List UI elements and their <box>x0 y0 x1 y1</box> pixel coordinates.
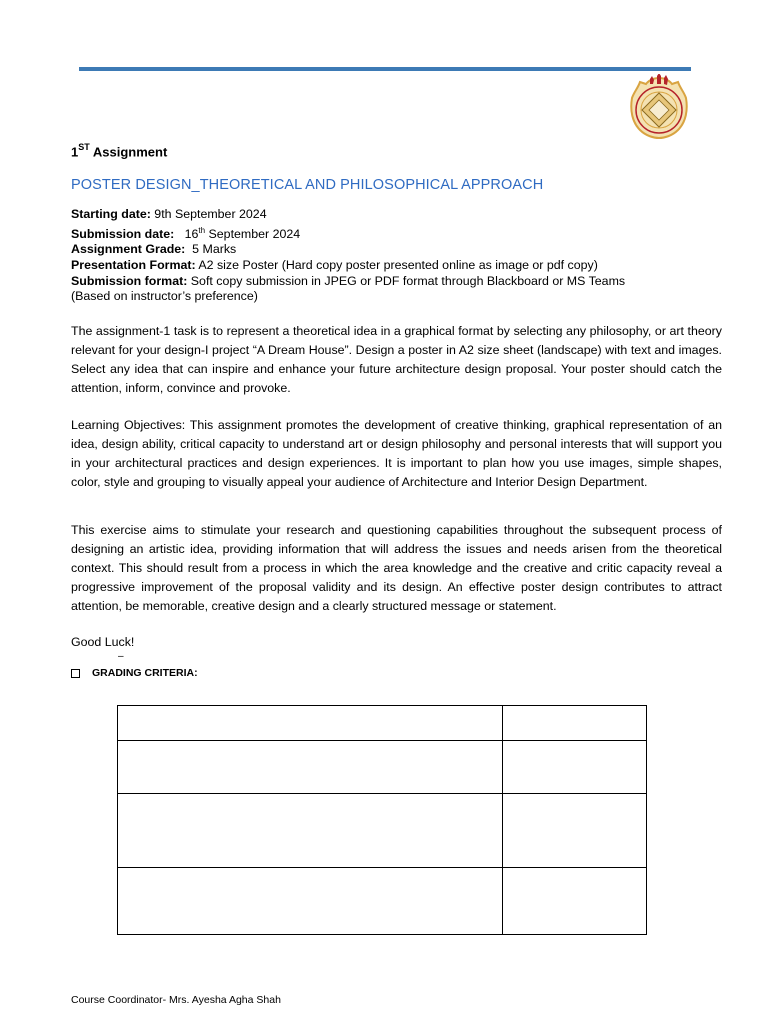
grading-criteria-label: GRADING CRITERIA: <box>92 667 198 679</box>
submission-format-row: Submission format: Soft copy submission in JPEG or PDF format through Blackboard or MS Teams <box>71 273 626 288</box>
grading-criteria-table <box>117 705 647 935</box>
submission-date-row: Submission date: 16th September 2024 <box>71 225 301 241</box>
table-cell <box>118 794 503 868</box>
table-cell <box>118 741 503 794</box>
preference-note: (Based on instructor’s preference) <box>71 289 258 304</box>
assignment-details <box>71 207 625 305</box>
task-paragraph: The assignment-1 task is to represent a theoretical idea in a graphical format by selecting any philosophy, or art theory relevant for your design-I project “A Dream House”. Design a poster in A2 size sheet (landscape) with text and images. Select any idea that can inspire and enhance your future architecture design proposal. Your poster should catch the attention, inform, convince and provoke. <box>71 324 722 395</box>
dash-mark: – <box>118 651 124 662</box>
assignment-grade-row: Assignment Grade: 5 Marks <box>71 242 237 257</box>
checkbox-icon <box>71 669 80 678</box>
learning-objectives-paragraph: Learning Objectives: This assignment promotes the development of creative thinking, graphical representation of an idea, design ability, critical capacity to understand art or design philosophy and personal interests that will support you in your architectural practices and design experiences. It is important to plan how you use images, simple shapes, color, style and grouping to visually appeal your audience of Architecture and Interior Design Department. <box>71 418 722 489</box>
table-row <box>118 794 647 868</box>
table-row <box>118 868 647 935</box>
exercise-aims-paragraph: This exercise aims to stimulate your research and questioning capabilities throughout the subsequent process of designing an artistic idea, providing information that will address the issues and needs arisen from the theoretical context. This should result from a process in which the area knowledge and the creative and critic capacity reveal a progressive improvement of the proposal validity and its design. An effective poster design contributes to attract attention, be memorable, creative design and a clearly structured message or statement. <box>71 523 722 613</box>
course-coordinator-footer: Course Coordinator- Mrs. Ayesha Agha Shah <box>71 994 281 1006</box>
assignment-heading: 1ST Assignment <box>71 142 168 160</box>
table-row <box>118 741 647 794</box>
table-cell <box>503 741 647 794</box>
table-cell <box>118 706 503 741</box>
starting-date-row: Starting date: 9th September 2024 <box>71 207 267 221</box>
table-cell <box>503 706 647 741</box>
header-rule <box>79 67 691 71</box>
assignment-title: POSTER DESIGN_THEORETICAL AND PHILOSOPHICAL APPROACH <box>71 177 544 193</box>
good-luck-text: Good Luck! <box>71 635 135 649</box>
table-cell <box>503 868 647 935</box>
table-row <box>118 706 647 741</box>
university-seal-logo <box>628 74 690 140</box>
presentation-format-row: Presentation Format: A2 size Poster (Hard copy poster presented online as image or pdf copy) <box>71 257 598 272</box>
table-cell <box>503 794 647 868</box>
grading-criteria-heading <box>71 667 198 679</box>
table-cell <box>118 868 503 935</box>
